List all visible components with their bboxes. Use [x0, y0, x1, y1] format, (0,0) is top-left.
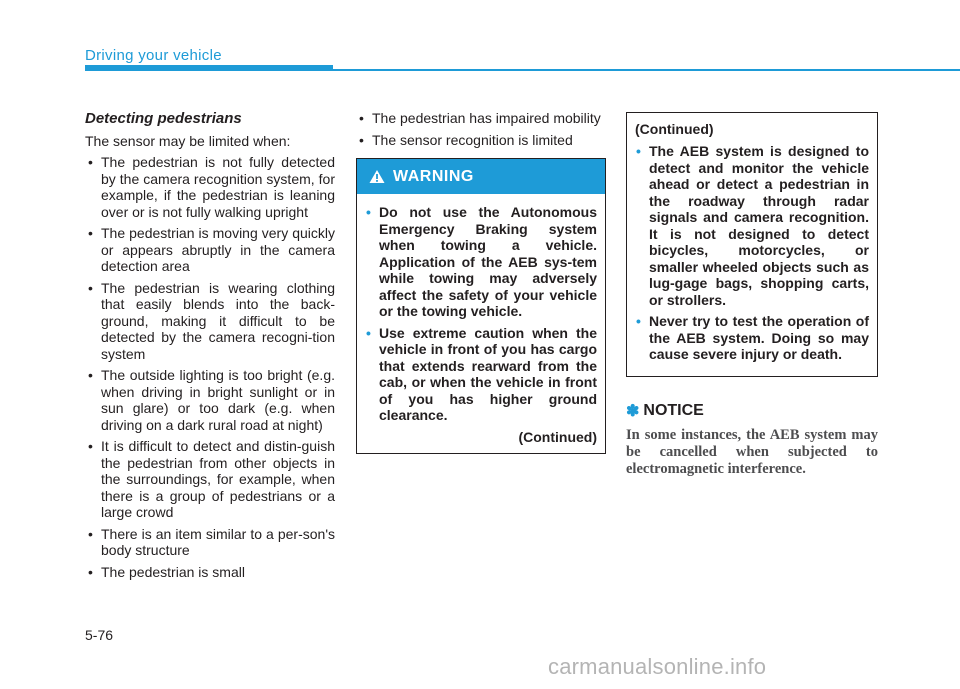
right-column [626, 112, 878, 478]
warning-title: WARNING [393, 167, 474, 185]
continued-label: (Continued) [635, 121, 714, 137]
warning-item: • Do not use the Autonomous Emergency Braking system when towing a vehicle. Application of the AEB sys-tem while towing may adversely affect the safety of your vehicle or the towing vehicle. [365, 204, 597, 320]
header-rule-thick [85, 65, 333, 71]
list-item: • The pedestrian is not fully detected by the camera recognition system, for example, if the pedestrian is leaning over or is not fully walking upright [85, 154, 335, 220]
watermark: carmanualsonline.info [548, 654, 767, 679]
header-title: Driving your vehicle [85, 47, 222, 64]
left-column [85, 110, 335, 585]
middle-column [356, 110, 606, 454]
warning-continued-box [626, 112, 878, 377]
warning-item: • Use extreme caution when the vehicle in front of you has cargo that extends rearward from the cab, or when the vehicle in front of you has higher ground clearance. [365, 325, 597, 424]
limitation-list [85, 154, 335, 580]
list-item: • The pedestrian is wearing clothing that easily blends into the back-ground, making it difficult to be detected by the camera recogni-tion system [85, 280, 335, 363]
list-item: • The pedestrian is moving very quickly or appears abruptly in the camera detection area [85, 225, 335, 275]
warning-triangle-icon [369, 169, 385, 184]
list-item: • The outside lighting is too bright (e.g. when driving in bright sunlight or in sun glare) or too dark (e.g. when driving on a dark rural road at night) [85, 367, 335, 433]
list-item: • The pedestrian is small [85, 564, 335, 581]
list-item: • The pedestrian has impaired mobility [356, 110, 606, 127]
list-item: • The sensor recognition is limited [356, 132, 606, 149]
warning-box [356, 158, 606, 454]
section-heading: Detecting pedestrians [85, 110, 242, 127]
notice-heading [626, 401, 878, 421]
notice-title: NOTICE [643, 401, 704, 419]
notice-star-icon: ✽ [626, 402, 640, 420]
warning-list [635, 143, 869, 363]
continued-label: (Continued) [518, 428, 597, 445]
warning-header [357, 159, 605, 194]
header-rule-thin [333, 69, 960, 71]
notice-text: In some instances, the AEB system may be cancelled when subjected to electromagnetic interference. [626, 426, 878, 477]
list-item: • There is an item similar to a per-son's body structure [85, 526, 335, 559]
warning-list [365, 204, 597, 424]
warning-item: • Never try to test the operation of the AEB system. Doing so may cause severe injury or death. [635, 313, 869, 363]
intro-text: The sensor may be limited when: [85, 133, 291, 149]
page-number: 5-76 [85, 627, 114, 643]
list-item: • It is difficult to detect and distin-guish the pedestrian from other objects in the surroundings, for example, when there is a group of pedestrians or a large crowd [85, 438, 335, 521]
limitation-list-continued [356, 110, 606, 148]
warning-body [357, 194, 605, 453]
warning-item: • The AEB system is designed to detect and monitor the vehicle ahead or detect a pedestrian in the roadway through radar signals and camera recognition. It is not designed to detect bicycles, motorcycles, or smaller wheeled objects such as lug-gage bags, shopping carts, or strollers. [635, 143, 869, 308]
